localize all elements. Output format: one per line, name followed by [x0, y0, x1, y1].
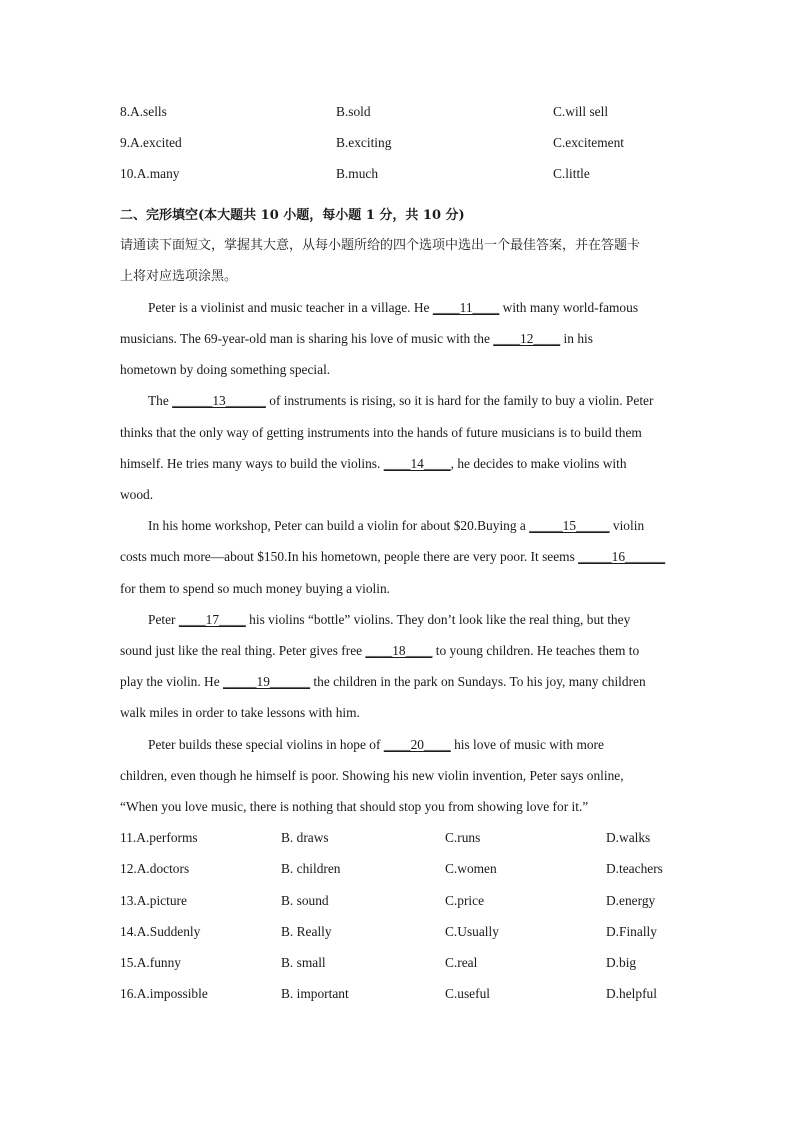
passage-text: Peter: [148, 612, 179, 627]
option-d: D.energy: [606, 893, 656, 908]
passage-line: walk miles in order to take lessons with him.: [120, 705, 360, 720]
option-d: D.helpful: [606, 986, 657, 1001]
option-a: 16.A.impossible: [120, 986, 208, 1001]
option-b: B.sold: [336, 104, 371, 119]
passage-line: hometown by doing something special.: [120, 362, 331, 377]
blank-14: ____14____: [383, 456, 451, 471]
passage-text: Peter is a violinist and music teacher in a village. He: [148, 300, 433, 315]
passage-line: wood.: [120, 487, 154, 502]
option-c: C.Usually: [445, 924, 499, 939]
passage-text: the children in the park on Sundays. To his joy, many children: [310, 674, 646, 689]
option-a: 15.A.funny: [120, 955, 181, 970]
passage-text: , he decides to make violins with: [450, 456, 627, 471]
passage-text: play the violin. He: [120, 674, 224, 689]
option-b: B. draws: [281, 830, 329, 845]
option-row-15: [0, 953, 794, 973]
option-b: B.exciting: [336, 135, 392, 150]
option-b: B. sound: [281, 893, 329, 908]
blank-12: ____12____: [493, 331, 561, 346]
option-a: 9.A.excited: [120, 135, 182, 150]
option-d: D.walks: [606, 830, 651, 845]
passage-line: [148, 298, 638, 318]
passage-line: [120, 454, 627, 474]
option-c: C.runs: [445, 830, 481, 845]
option-a: 12.A.doctors: [120, 861, 190, 876]
option-row-10: [0, 164, 794, 184]
passage-text: with many world-famous: [499, 300, 639, 315]
option-a: 13.A.picture: [120, 893, 187, 908]
option-c: C.excitement: [553, 135, 625, 150]
passage-line: [120, 329, 593, 349]
section-instruction-line-2: 上将对应选项涂黑。: [120, 269, 238, 284]
blank-18: ____18____: [365, 643, 433, 658]
option-c: C.will sell: [553, 104, 609, 119]
passage-text: costs much more—about $150.In his hometown, people there are very poor. It seems: [120, 549, 579, 564]
option-c: C.women: [445, 861, 497, 876]
passage-text: Peter builds these special violins in hope of: [148, 737, 384, 752]
passage-line: for them to spend so much money buying a violin.: [120, 581, 391, 596]
option-row-8: [0, 102, 794, 122]
blank-16: _____16______: [578, 549, 666, 564]
passage-text: his love of music with more: [450, 737, 604, 752]
option-d: D.teachers: [606, 861, 663, 876]
passage-line: “When you love music, there is nothing that should stop you from showing love for it.”: [120, 799, 589, 814]
blank-19: _____19______: [223, 674, 311, 689]
option-b: B. children: [281, 861, 341, 876]
option-a: 10.A.many: [120, 166, 180, 181]
option-row-14: [0, 922, 794, 942]
option-b: B. small: [281, 955, 326, 970]
section-heading: 二、完形填空(本大题共 10 小题，每小题 1 分，共 10 分): [120, 208, 465, 223]
blank-20: ____20____: [383, 737, 451, 752]
option-row-16: [0, 984, 794, 1004]
blank-11: ____11____: [432, 300, 500, 315]
section-instruction-line-1: 请通读下面短文，掌握其大意，从每小题所给的四个选项中选出一个最佳答案，并在答题卡: [120, 238, 641, 253]
passage-text: himself. He tries many ways to build the violins.: [120, 456, 384, 471]
option-c: C.real: [445, 955, 478, 970]
option-b: B.much: [336, 166, 379, 181]
option-a: 8.A.sells: [120, 104, 167, 119]
option-c: C.price: [445, 893, 485, 908]
passage-text: musicians. The 69-year-old man is sharing his love of music with the: [120, 331, 494, 346]
passage-text: of instruments is rising, so it is hard for the family to buy a violin. Peter: [265, 393, 654, 408]
option-row-9: [0, 133, 794, 153]
option-b: B. important: [281, 986, 349, 1001]
passage-line: children, even though he himself is poor. Showing his new violin invention, Peter says online,: [120, 768, 624, 783]
passage-line: [120, 547, 665, 567]
passage-text: In his home workshop, Peter can build a violin for about $20.Buying a: [148, 518, 530, 533]
option-d: D.big: [606, 955, 637, 970]
passage-line: thinks that the only way of getting instruments into the hands of future musicians is to build them: [120, 425, 642, 440]
blank-13: ______13______: [172, 393, 266, 408]
passage-line: [120, 641, 639, 661]
passage-line: [148, 516, 644, 536]
option-row-11: [0, 828, 794, 848]
option-b: B. Really: [281, 924, 332, 939]
passage-line: [148, 610, 630, 630]
passage-text: violin: [609, 518, 645, 533]
option-a: 11.A.performs: [120, 830, 198, 845]
option-row-13: [0, 891, 794, 911]
option-a: 14.A.Suddenly: [120, 924, 201, 939]
passage-text: in his: [560, 331, 593, 346]
passage-text: his violins “bottle” violins. They don’t look like the real thing, but they: [245, 612, 631, 627]
passage-line: [148, 735, 604, 755]
blank-17: ____17____: [178, 612, 246, 627]
option-c: C.useful: [445, 986, 491, 1001]
passage-text: sound just like the real thing. Peter gives free: [120, 643, 366, 658]
passage-text: to young children. He teaches them to: [432, 643, 640, 658]
passage-text: The: [148, 393, 173, 408]
option-row-12: [0, 859, 794, 879]
option-d: D.Finally: [606, 924, 657, 939]
passage-line: [120, 672, 646, 692]
blank-15: _____15_____: [529, 518, 610, 533]
option-c: C.little: [553, 166, 590, 181]
passage-line: [148, 391, 653, 411]
